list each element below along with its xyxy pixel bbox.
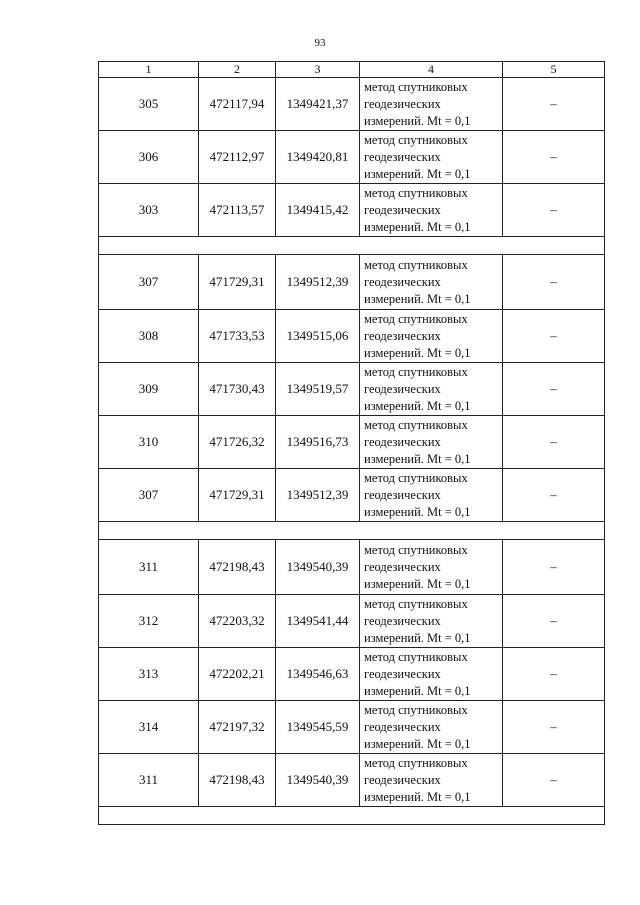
point-number-cell: 313 (99, 648, 199, 701)
point-number-cell: 310 (99, 416, 199, 469)
table-row (99, 131, 605, 184)
method-cell (360, 416, 503, 469)
point-number-cell: 307 (99, 469, 199, 522)
x-coordinate-cell: 472197,32 (199, 701, 276, 754)
method-cell (360, 701, 503, 754)
remark-cell: – (503, 648, 605, 701)
point-number-cell: 314 (99, 701, 199, 754)
y-coordinate-cell: 1349516,73 (276, 416, 360, 469)
method-text-line: геодезических (364, 666, 441, 681)
separator-cell (99, 522, 605, 540)
separator-cell (99, 807, 605, 825)
x-coordinate-cell: 471729,31 (199, 469, 276, 522)
x-coordinate-cell: 472113,57 (199, 184, 276, 237)
y-coordinate-cell: 1349546,63 (276, 648, 360, 701)
method-text-line: метод спутниковых (364, 417, 468, 432)
method-cell (360, 754, 503, 807)
method-text-line: измерений. Mt = 0,1 (364, 219, 471, 234)
point-number-cell: 308 (99, 310, 199, 363)
table-row (99, 363, 605, 416)
method-text-line: измерений. Mt = 0,1 (364, 166, 471, 181)
remark-cell: – (503, 78, 605, 131)
remark-cell: – (503, 255, 605, 310)
column-header-3: 3 (276, 62, 360, 78)
table-row (99, 310, 605, 363)
method-text-line: геодезических (364, 274, 441, 289)
method-text-line: геодезических (364, 96, 441, 111)
header-row (99, 62, 605, 78)
method-text-line: метод спутниковых (364, 542, 468, 557)
method-text-line: геодезических (364, 328, 441, 343)
table-body (99, 62, 605, 825)
method-text-line: метод спутниковых (364, 702, 468, 717)
point-number-cell: 307 (99, 255, 199, 310)
method-text-line: метод спутниковых (364, 364, 468, 379)
table-row (99, 255, 605, 310)
method-text-line: измерений. Mt = 0,1 (364, 451, 471, 466)
method-cell (360, 648, 503, 701)
table-row (99, 701, 605, 754)
method-text-line: метод спутниковых (364, 185, 468, 200)
table-row (99, 184, 605, 237)
table-row (99, 540, 605, 595)
page-number: 93 (314, 37, 326, 49)
y-coordinate-cell: 1349512,39 (276, 255, 360, 310)
remark-cell: – (503, 701, 605, 754)
x-coordinate-cell: 472112,97 (199, 131, 276, 184)
table-row (99, 78, 605, 131)
y-coordinate-cell: 1349540,39 (276, 754, 360, 807)
y-coordinate-cell: 1349421,37 (276, 78, 360, 131)
y-coordinate-cell: 1349415,42 (276, 184, 360, 237)
remark-cell: – (503, 416, 605, 469)
y-coordinate-cell: 1349540,39 (276, 540, 360, 595)
method-text-line: геодезических (364, 772, 441, 787)
method-text-line: измерений. Mt = 0,1 (364, 683, 471, 698)
separator-row (99, 807, 605, 825)
method-text-line: метод спутниковых (364, 596, 468, 611)
x-coordinate-cell: 472202,21 (199, 648, 276, 701)
x-coordinate-cell: 471730,43 (199, 363, 276, 416)
method-text-line: измерений. Mt = 0,1 (364, 398, 471, 413)
separator-row (99, 522, 605, 540)
remark-cell: – (503, 469, 605, 522)
method-text-line: метод спутниковых (364, 79, 468, 94)
method-text-line: геодезических (364, 719, 441, 734)
x-coordinate-cell: 471726,32 (199, 416, 276, 469)
coordinates-table (98, 61, 605, 825)
remark-cell: – (503, 310, 605, 363)
method-text-line: геодезических (364, 613, 441, 628)
column-header-5: 5 (503, 62, 605, 78)
method-cell (360, 469, 503, 522)
method-text-line: геодезических (364, 559, 441, 574)
method-cell (360, 310, 503, 363)
remark-cell: – (503, 184, 605, 237)
point-number-cell: 309 (99, 363, 199, 416)
method-text-line: геодезических (364, 149, 441, 164)
remark-cell: – (503, 540, 605, 595)
method-text-line: измерений. Mt = 0,1 (364, 736, 471, 751)
method-text-line: метод спутниковых (364, 755, 468, 770)
method-text-line: измерений. Mt = 0,1 (364, 345, 471, 360)
method-cell (360, 540, 503, 595)
method-text-line: метод спутниковых (364, 311, 468, 326)
y-coordinate-cell: 1349519,57 (276, 363, 360, 416)
point-number-cell: 305 (99, 78, 199, 131)
method-cell (360, 255, 503, 310)
y-coordinate-cell: 1349541,44 (276, 595, 360, 648)
y-coordinate-cell: 1349512,39 (276, 469, 360, 522)
method-cell (360, 131, 503, 184)
method-text-line: метод спутниковых (364, 470, 468, 485)
column-header-4: 4 (360, 62, 503, 78)
remark-cell: – (503, 595, 605, 648)
method-text-line: измерений. Mt = 0,1 (364, 630, 471, 645)
method-text-line: измерений. Mt = 0,1 (364, 504, 471, 519)
x-coordinate-cell: 472198,43 (199, 754, 276, 807)
table-row (99, 416, 605, 469)
method-cell (360, 363, 503, 416)
table-row (99, 754, 605, 807)
table-row (99, 595, 605, 648)
x-coordinate-cell: 471733,53 (199, 310, 276, 363)
point-number-cell: 311 (99, 540, 199, 595)
y-coordinate-cell: 1349420,81 (276, 131, 360, 184)
separator-cell (99, 237, 605, 255)
x-coordinate-cell: 471729,31 (199, 255, 276, 310)
column-header-1: 1 (99, 62, 199, 78)
method-text-line: геодезических (364, 487, 441, 502)
table-row (99, 648, 605, 701)
method-text-line: метод спутниковых (364, 649, 468, 664)
method-text-line: измерений. Mt = 0,1 (364, 113, 471, 128)
point-number-cell: 306 (99, 131, 199, 184)
method-text-line: метод спутниковых (364, 257, 468, 272)
method-text-line: метод спутниковых (364, 132, 468, 147)
point-number-cell: 311 (99, 754, 199, 807)
column-header-2: 2 (199, 62, 276, 78)
method-text-line: измерений. Mt = 0,1 (364, 789, 471, 804)
remark-cell: – (503, 754, 605, 807)
method-cell (360, 595, 503, 648)
method-text-line: измерений. Mt = 0,1 (364, 291, 471, 306)
separator-row (99, 237, 605, 255)
method-text-line: геодезических (364, 202, 441, 217)
x-coordinate-cell: 472117,94 (199, 78, 276, 131)
method-cell (360, 184, 503, 237)
method-text-line: измерений. Mt = 0,1 (364, 576, 471, 591)
point-number-cell: 303 (99, 184, 199, 237)
table-row (99, 469, 605, 522)
y-coordinate-cell: 1349515,06 (276, 310, 360, 363)
y-coordinate-cell: 1349545,59 (276, 701, 360, 754)
remark-cell: – (503, 131, 605, 184)
method-text-line: геодезических (364, 381, 441, 396)
method-cell (360, 78, 503, 131)
point-number-cell: 312 (99, 595, 199, 648)
method-text-line: геодезических (364, 434, 441, 449)
remark-cell: – (503, 363, 605, 416)
x-coordinate-cell: 472203,32 (199, 595, 276, 648)
x-coordinate-cell: 472198,43 (199, 540, 276, 595)
